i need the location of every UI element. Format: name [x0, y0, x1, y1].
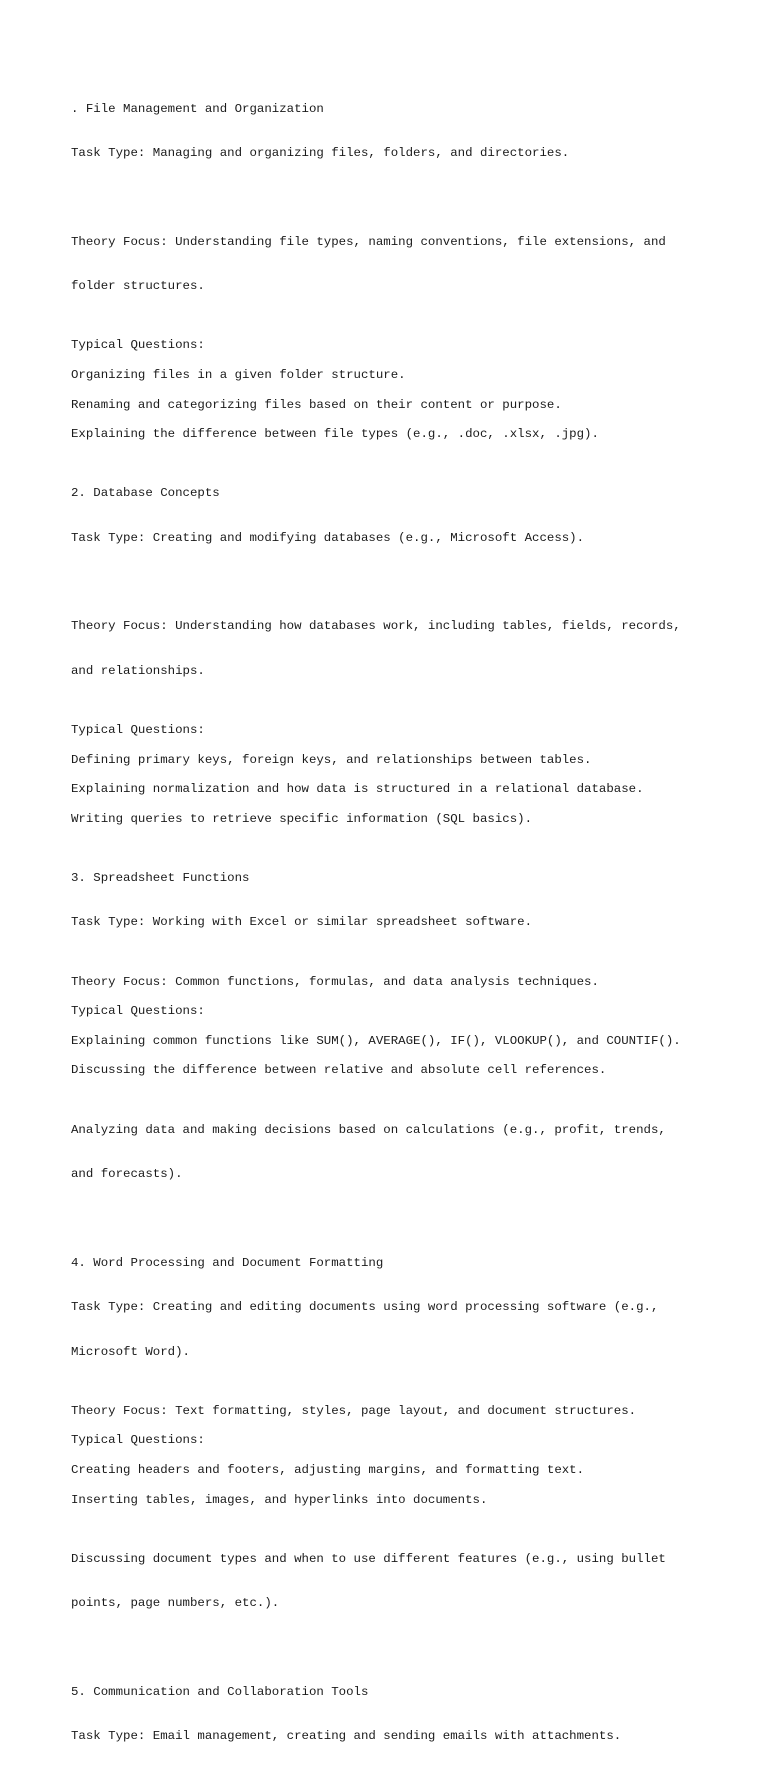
document-page: [71, 72, 711, 1788]
section-heading: 5. Communication and Collaboration Tools: [71, 1684, 369, 1699]
section-heading: 2. Database Concepts: [71, 486, 220, 501]
task-type: Task Type: Managing and organizing files, folders, and directories.: [71, 145, 570, 160]
section-heading: 3. Spreadsheet Functions: [71, 871, 250, 886]
question-item: Organizing files in a given folder structure.: [71, 367, 406, 382]
theory-focus: [71, 205, 711, 323]
question-item: Writing queries to retrieve specific information (SQL basics).: [71, 811, 533, 826]
typical-questions-label: Typical Questions:: [71, 1004, 205, 1019]
theory-focus-line: and relationships.: [71, 663, 205, 678]
question-item: Creating headers and footers, adjusting margins, and formatting text.: [71, 1462, 585, 1477]
task-type: Task Type: Creating and editing documents using word processing software (e.g.,: [71, 1300, 659, 1315]
section-file-management: [71, 72, 711, 190]
section-heading: 4. Word Processing and Document Formatting: [71, 1255, 384, 1270]
question-item: [71, 1093, 711, 1211]
task-type: Task Type: Working with Excel or similar spreadsheet software.: [71, 915, 533, 930]
task-type: Microsoft Word).: [71, 1344, 190, 1359]
question-item: Inserting tables, images, and hyperlinks into documents.: [71, 1492, 488, 1507]
question-item: Explaining the difference between file types (e.g., .doc, .xlsx, .jpg).: [71, 427, 599, 442]
question-line: Analyzing data and making decisions based on calculations (e.g., profit, trends,: [71, 1122, 666, 1137]
theory-focus: Theory Focus: Text formatting, styles, page layout, and document structures.: [71, 1403, 637, 1418]
typical-questions-label: Typical Questions:: [71, 1433, 205, 1448]
task-type: Task Type: Creating and modifying databases (e.g., Microsoft Access).: [71, 530, 585, 545]
question-item: [71, 1522, 711, 1640]
theory-focus: Theory Focus: Common functions, formulas, and data analysis techniques.: [71, 974, 599, 989]
question-line: and forecasts).: [71, 1166, 183, 1181]
section-communication-tools: [71, 1655, 711, 1773]
theory-focus-line: Theory Focus: Understanding how databases work, including tables, fields, records,: [71, 619, 681, 634]
section-database-concepts: [71, 457, 711, 575]
theory-focus-line: folder structures.: [71, 279, 205, 294]
task-type: Task Type: Email management, creating and sending emails with attachments.: [71, 1729, 622, 1744]
theory-focus: [71, 590, 711, 708]
question-line: points, page numbers, etc.).: [71, 1596, 280, 1611]
question-line: Discussing document types and when to use different features (e.g., using bullet: [71, 1551, 666, 1566]
section-spreadsheet-functions: [71, 841, 711, 959]
typical-questions-label: Typical Questions:: [71, 723, 205, 738]
theory-focus-line: Theory Focus: Understanding file types, naming conventions, file extensions, and: [71, 234, 666, 249]
section-heading: . File Management and Organization: [71, 101, 324, 116]
question-item: Renaming and categorizing files based on their content or purpose.: [71, 397, 562, 412]
question-item: Explaining normalization and how data is structured in a relational database.: [71, 782, 644, 797]
question-item: Discussing the difference between relative and absolute cell references.: [71, 1063, 607, 1078]
section-word-processing: [71, 1226, 711, 1389]
question-item: Explaining common functions like SUM(), AVERAGE(), IF(), VLOOKUP(), and COUNTIF().: [71, 1033, 681, 1048]
typical-questions-label: Typical Questions:: [71, 338, 205, 353]
question-item: Defining primary keys, foreign keys, and relationships between tables.: [71, 752, 592, 767]
